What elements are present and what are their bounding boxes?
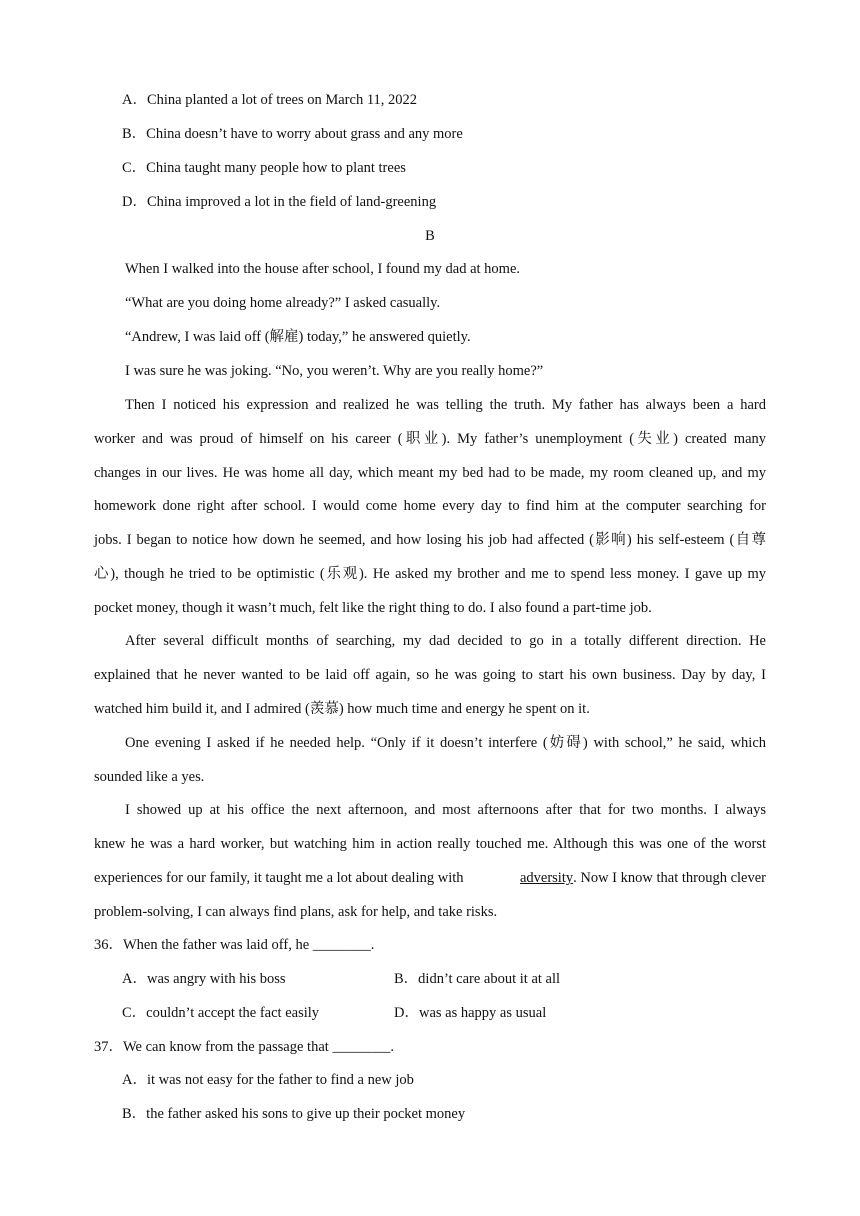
passage-line: “What are you doing home already?” I asked casually. — [125, 295, 441, 311]
prev-option-b: B．China doesn’t have to worry about grass and any more — [122, 126, 463, 142]
passage-line: After several difficult months of searching, my dad decided to go in a totally different direction. He — [125, 633, 766, 649]
passage-line: worker and was proud of himself on his career (职业). My father’s unemployment (失业) created many — [94, 431, 766, 447]
question-36-stem: 36．When the father was laid off, he ________. — [94, 937, 375, 953]
prev-option-d: D．China improved a lot in the field of land-greening — [122, 194, 437, 210]
underlined-word: adversity — [519, 870, 574, 886]
question-36-option-b[interactable]: B．didn’t care about it at all — [394, 971, 561, 987]
question-37-stem: 37．We can know from the passage that ________. — [94, 1039, 395, 1055]
prev-option-c: C．China taught many people how to plant trees — [122, 160, 406, 176]
passage-text: . Now I know that through clever — [573, 870, 766, 886]
passage-line: I showed up at his office the next afternoon, and most afternoons after that for two months. I always — [125, 802, 766, 818]
passage-line: jobs. I began to notice how down he seemed, and how losing his job had affected (影响) his self-esteem (自尊 — [94, 532, 766, 548]
question-37-option-a[interactable]: A．it was not easy for the father to find a new job — [122, 1072, 414, 1088]
passage-line: pocket money, though it wasn’t much, felt like the right thing to do. I also found a part-time job. — [94, 600, 652, 616]
passage-line — [94, 869, 766, 887]
passage-line: 心), though he tried to be optimistic (乐观). He asked my brother and me to spend less money. I gave up my — [94, 566, 766, 582]
question-36-option-c[interactable]: C．couldn’t accept the fact easily — [122, 1005, 320, 1021]
passage-line: explained that he never wanted to be laid off again, so he was going to start his own business. Day by day, I — [94, 667, 766, 683]
passage-line: homework done right after school. I would come home every day to find him at the computer searching for — [94, 498, 766, 514]
passage-line: One evening I asked if he needed help. “Only if it doesn’t interfere (妨碍) with school,” he said, which — [125, 735, 766, 751]
passage-line: watched him build it, and I admired (羡慕) how much time and energy he spent on it. — [94, 701, 590, 717]
question-36-option-d[interactable]: D．was as happy as usual — [394, 1005, 547, 1021]
passage-line: knew he was a hard worker, but watching him in action really touched me. Although this was one of the worst — [94, 836, 766, 852]
passage-line: Then I noticed his expression and realized he was telling the truth. My father has always been a hard — [125, 397, 766, 413]
question-37-option-b[interactable]: B．the father asked his sons to give up their pocket money — [122, 1106, 466, 1122]
passage-line-segment — [94, 869, 520, 887]
passage-line: changes in our lives. He was home all day, which meant my bed had to be made, my room cleaned up, and my — [94, 465, 766, 481]
passage-line: “Andrew, I was laid off (解雇) today,” he answered quietly. — [125, 329, 471, 345]
passage-line: I was sure he was joking. “No, you weren’t. Why are you really home?” — [125, 363, 544, 379]
prev-option-a: A．China planted a lot of trees on March 11, 2022 — [122, 92, 418, 108]
section-label: B — [425, 228, 435, 244]
passage-line: sounded like a yes. — [94, 769, 205, 785]
question-36-option-a[interactable]: A．was angry with his boss — [122, 971, 286, 987]
passage-text: experiences for our family, it taught me a lot about dealing with — [94, 870, 468, 886]
passage-line: problem-solving, I can always find plans, ask for help, and take risks. — [94, 904, 498, 920]
passage-line: When I walked into the house after school, I found my dad at home. — [125, 261, 521, 277]
